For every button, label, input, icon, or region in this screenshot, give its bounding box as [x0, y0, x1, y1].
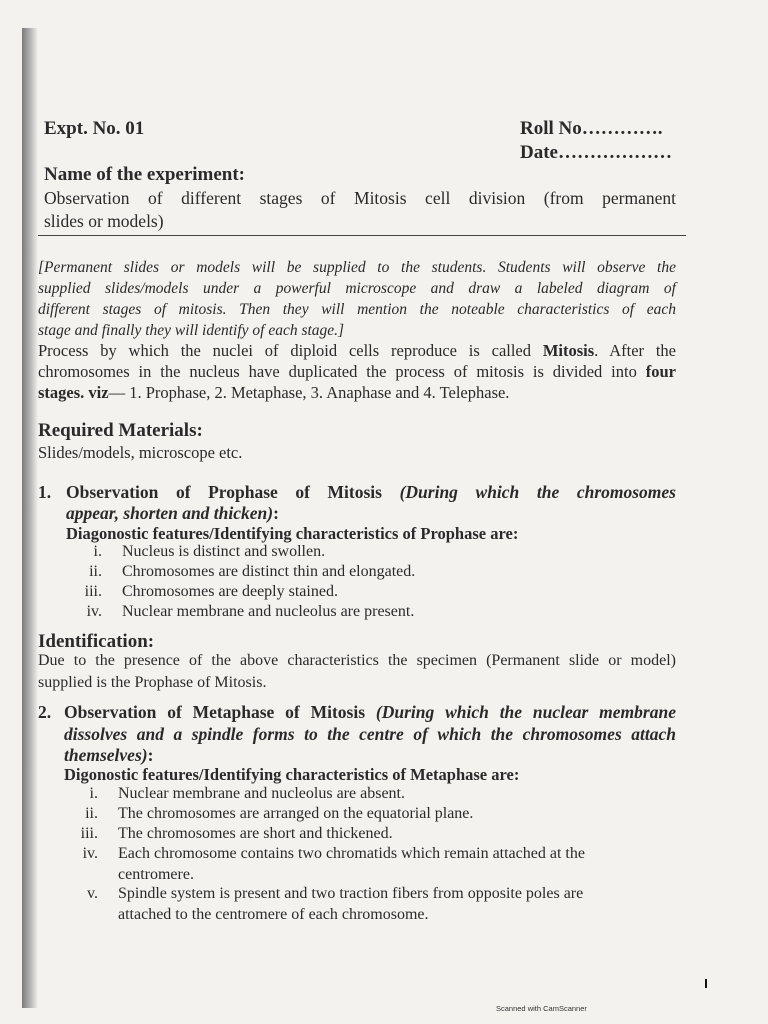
scanner-watermark: Scanned with CamScanner [496, 1004, 587, 1013]
metaphase-feature: ii. The chromosomes are arranged on the equatorial plane. [85, 805, 474, 822]
metaphase-feature: v. Spindle system is present and two traction fibers from opposite poles are [87, 885, 584, 902]
metaphase-features-heading: Digonostic features/Identifying characteristics of Metaphase are: [64, 765, 520, 784]
prophase-feature: i. Nucleus is distinct and swollen. [93, 543, 326, 560]
metaphase-feature-continuation: centromere. [118, 866, 194, 883]
experiment-number: Expt. No. 01 [44, 118, 145, 139]
roll-number: Roll No…………. [520, 118, 663, 139]
materials-text: Slides/models, microscope etc. [38, 443, 243, 462]
metaphase-title-line-1: Observation of Metaphase of Mitosis (During which the nuclear membrane [64, 702, 676, 722]
note-line-4: stage and finally they will identify of each stage.] [38, 322, 345, 339]
note-line-3: different stages of mitosis. Then they will mention the noteable characteristics of each [38, 301, 676, 318]
note-line-1: [Permanent slides or models will be supplied to the students. Students will observe the [38, 259, 676, 276]
identification-line-2: supplied is the Prophase of Mitosis. [38, 674, 267, 691]
identification-heading: Identification: [38, 631, 155, 652]
prophase-features-heading: Diagonostic features/Identifying characteristics of Prophase are: [66, 524, 519, 543]
materials-heading: Required Materials: [38, 420, 203, 441]
experiment-title-line-2: slides or models) [44, 211, 164, 231]
experiment-title-line-1: Observation of different stages of Mitosis cell division (from permanent [44, 188, 676, 208]
metaphase-feature: iii. The chromosomes are short and thickened. [80, 825, 393, 842]
metaphase-feature: i. Nuclear membrane and nucleolus are absent. [89, 785, 405, 802]
page-mark [705, 979, 707, 988]
scan-edge-shadow [22, 28, 38, 1008]
metaphase-title-line-2: dissolves and a spindle forms to the centre of which the chromosomes attach [64, 724, 676, 744]
prophase-title-line-2: appear, shorten and thicken): [66, 503, 279, 523]
date-field: Date……………… [520, 142, 672, 163]
prophase-number: 1. [38, 482, 52, 502]
intro-line-3: stages. viz— 1. Prophase, 2. Metaphase, 3. Anaphase and 4. Telephase. [38, 383, 510, 402]
title-divider [38, 235, 686, 236]
intro-line-1: Process by which the nuclei of diploid cells reproduce is called Mitosis. After the [38, 341, 676, 360]
metaphase-title-line-3: themselves): [64, 745, 154, 765]
metaphase-number: 2. [38, 702, 52, 722]
metaphase-feature-continuation: attached to the centromere of each chromosome. [118, 906, 429, 923]
prophase-feature: ii. Chromosomes are distinct thin and elongated. [89, 563, 416, 580]
metaphase-feature: iv. Each chromosome contains two chromatids which remain attached at the [82, 845, 585, 862]
prophase-feature: iv. Nuclear membrane and nucleolus are present. [86, 603, 415, 620]
identification-line-1: Due to the presence of the above characteristics the specimen (Permanent slide or model) [38, 652, 676, 669]
prophase-title-line-1: Observation of Prophase of Mitosis (During which the chromosomes [66, 482, 676, 502]
intro-line-2: chromosomes in the nucleus have duplicated the process of mitosis is divided into four [38, 362, 676, 381]
note-line-2: supplied slides/models under a powerful microscope and draw a labeled diagram of [38, 280, 676, 297]
prophase-feature: iii. Chromosomes are deeply stained. [84, 583, 338, 600]
experiment-heading: Name of the experiment: [44, 164, 246, 185]
